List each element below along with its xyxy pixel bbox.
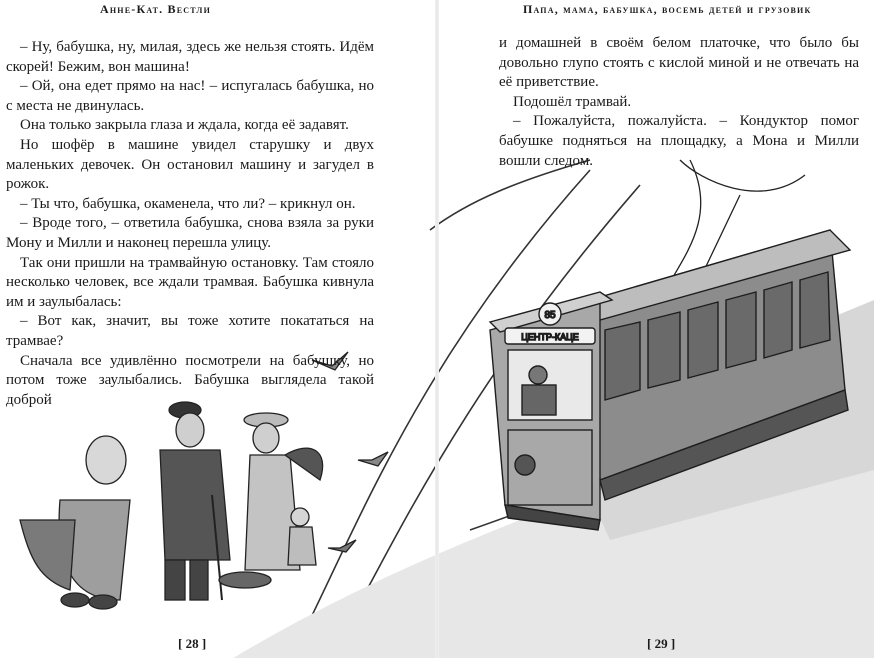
paragraph: – Вроде того, – ответила бабушка, снова взяла за руки Мону и Милли и наконец перешла улицу. — [6, 215, 374, 251]
paragraph: – Ой, она едет прямо на нас! – испугалась бабушка, но с места не двинулась. — [6, 78, 374, 114]
paragraph: Так они пришли на трамвайную остановку. Там стояло несколько человек, все ждали трамвая. Бабушка кивнула им и заулыбалась: — [6, 254, 374, 310]
paragraph: Подошёл трамвай. — [513, 93, 632, 110]
paragraph: Сначала все удивлённо посмотрели на бабушку, но потом тоже заулыбались. Бабушка выглядела такой доброй — [6, 352, 374, 408]
paragraph: – Пожалуйста, пожалуйста. – Кондуктор помог бабушке подняться на площадку, а Мона и Милли вошли следом. — [499, 113, 859, 169]
right-page-text — [499, 34, 859, 171]
route-number: 85 — [544, 310, 556, 321]
paragraph: – Ты что, бабушка, окаменела, что ли? – крикнул он. — [20, 195, 356, 212]
right-page — [437, 0, 874, 658]
paragraph: Но шофёр в машине увидел старушку и двух маленьких девочек. Он остановил машину и загудел в рожок. — [6, 136, 374, 193]
running-head-right: Папа, мама, бабушка, восемь детей и грузовик — [523, 2, 812, 16]
destination-sign-text: ЦЕНТР-КАЦЕ — [521, 332, 579, 342]
page-number-right: [ 29 ] — [647, 636, 676, 651]
left-page-text — [6, 38, 374, 410]
paragraph: и домашней в своём белом платочке, что было бы довольно глупо стоять с кислой миной и не отвечать на её приветствие. — [499, 35, 859, 91]
page-number-left: [ 28 ] — [178, 636, 207, 651]
paragraph: – Ну, бабушка, ну, милая, здесь же нельзя стоять. Идём скорей! Бежим, вон машина! — [6, 39, 374, 75]
paragraph: Она только закрыла глаза и ждала, когда её задавят. — [20, 117, 349, 134]
paragraph: – Вот как, значит, вы тоже хотите покататься на трамвае? — [6, 313, 374, 349]
running-head-left: Анне-Кат. Вестли — [100, 2, 211, 16]
